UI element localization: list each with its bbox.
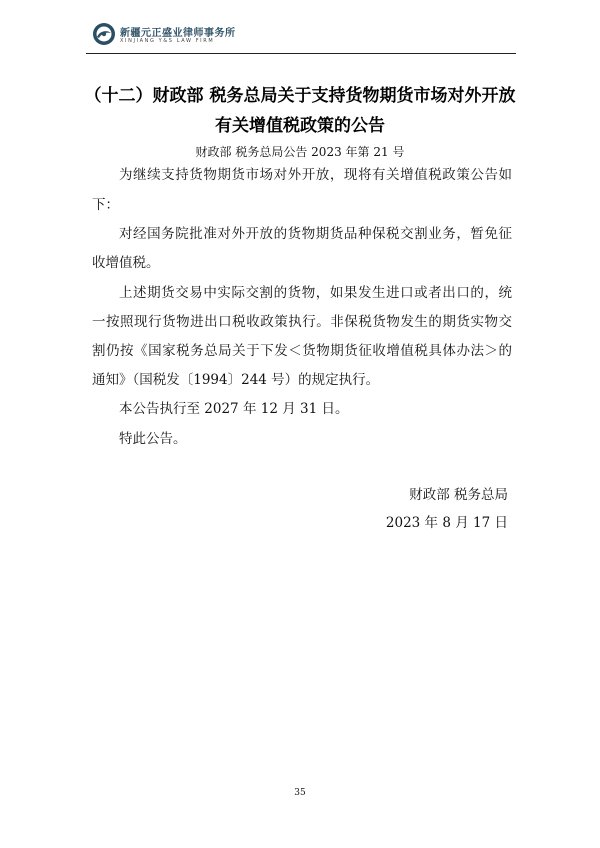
paragraph-3-line-1: 上述期货交易中实际交割的货物，如果发生进口或者出口的，统: [119, 285, 512, 301]
paragraph-1-line-1: 为继续支持货物期货市场对外开放，现将有关增值税政策公告如: [119, 167, 512, 183]
paragraph-5-line-1: 特此公告。: [119, 431, 187, 447]
signature-date: 2023 年 8 月 17 日: [385, 515, 508, 531]
firm-name-cn: 新疆元正盛业律师事务所: [120, 28, 236, 39]
document-number: 财政部 税务总局公告 2023 年第 21 号: [195, 145, 405, 159]
paragraph-3-line-4: 通知》（国税发〔1994〕244 号）的规定执行。: [92, 372, 380, 388]
paragraph-2-line-2: 收增值税。: [92, 255, 160, 271]
paragraph-3-line-2: 一按照现行货物进出口税收政策执行。非保税货物发生的期货实物交: [92, 314, 512, 330]
signature-issuer: 财政部 税务总局: [409, 487, 508, 503]
header-divider: [86, 53, 516, 54]
paragraph-2-line-1: 对经国务院批准对外开放的货物期货品种保税交割业务，暂免征: [119, 226, 512, 242]
paragraph-4-line-1: 本公告执行至 2027 年 12 月 31 日。: [119, 401, 349, 417]
title-line-2: 有关增值税政策的公告: [215, 116, 385, 136]
title-line-1: （十二）财政部 税务总局关于支持货物期货市场对外开放: [84, 86, 516, 106]
paragraph-1-line-2: 下：: [92, 197, 119, 213]
firm-name-en: XINJIANG Y&S LAW FIRM: [120, 38, 215, 44]
paragraph-3-line-3: 割仍按《国家税务总局关于下发＜货物期货征收增值税具体办法＞的: [92, 343, 512, 359]
firm-logo-icon: [92, 22, 116, 46]
page-number: 35: [294, 788, 306, 798]
page-header: [86, 18, 516, 52]
